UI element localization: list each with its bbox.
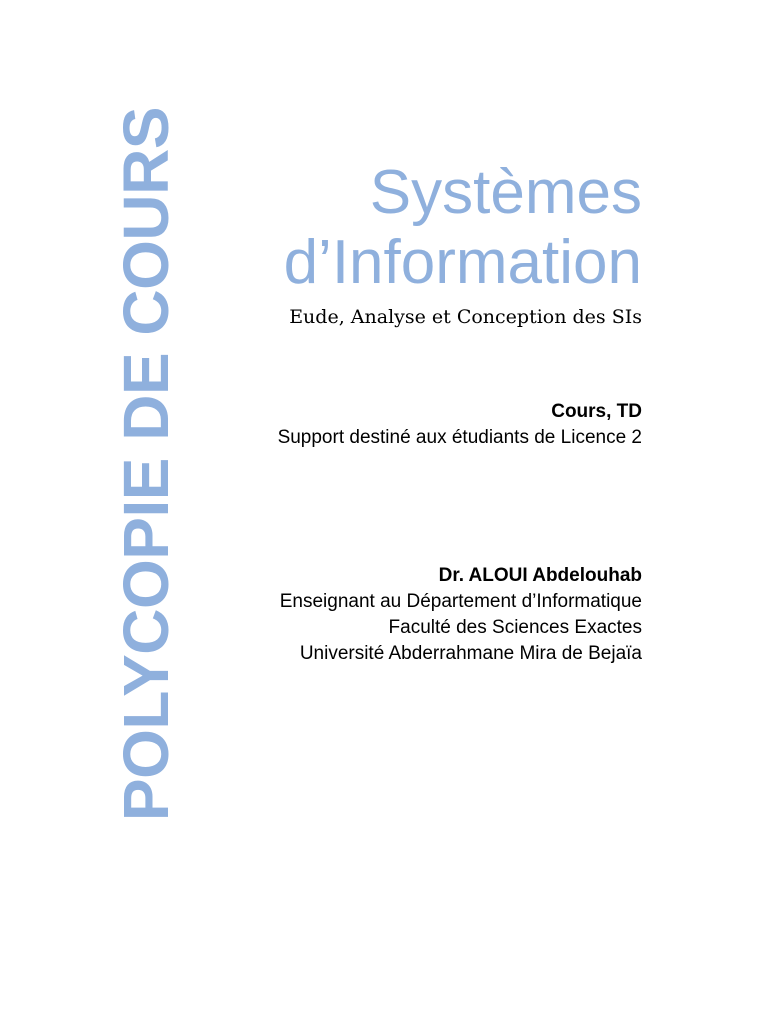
author-faculty: Faculté des Sciences Exactes <box>388 617 642 638</box>
document-title <box>284 158 642 298</box>
course-type: Cours, TD <box>551 401 642 422</box>
author-university: Université Abderrahmane Mira de Bejaïa <box>299 643 642 664</box>
course-audience: Support destiné aux étudiants de Licence 2 <box>277 427 642 448</box>
author-info <box>280 563 642 667</box>
document-subtitle: Eude, Analyse et Conception des SIs <box>289 306 642 328</box>
title-line-1: Systèmes <box>369 158 642 227</box>
side-banner: POLYCOPIE DE COURS <box>110 106 182 822</box>
title-line-2: d’Information <box>283 228 642 297</box>
course-info <box>278 399 642 451</box>
author-position: Enseignant au Département d’Informatique <box>279 591 642 612</box>
author-name: Dr. ALOUI Abdelouhab <box>438 565 642 586</box>
